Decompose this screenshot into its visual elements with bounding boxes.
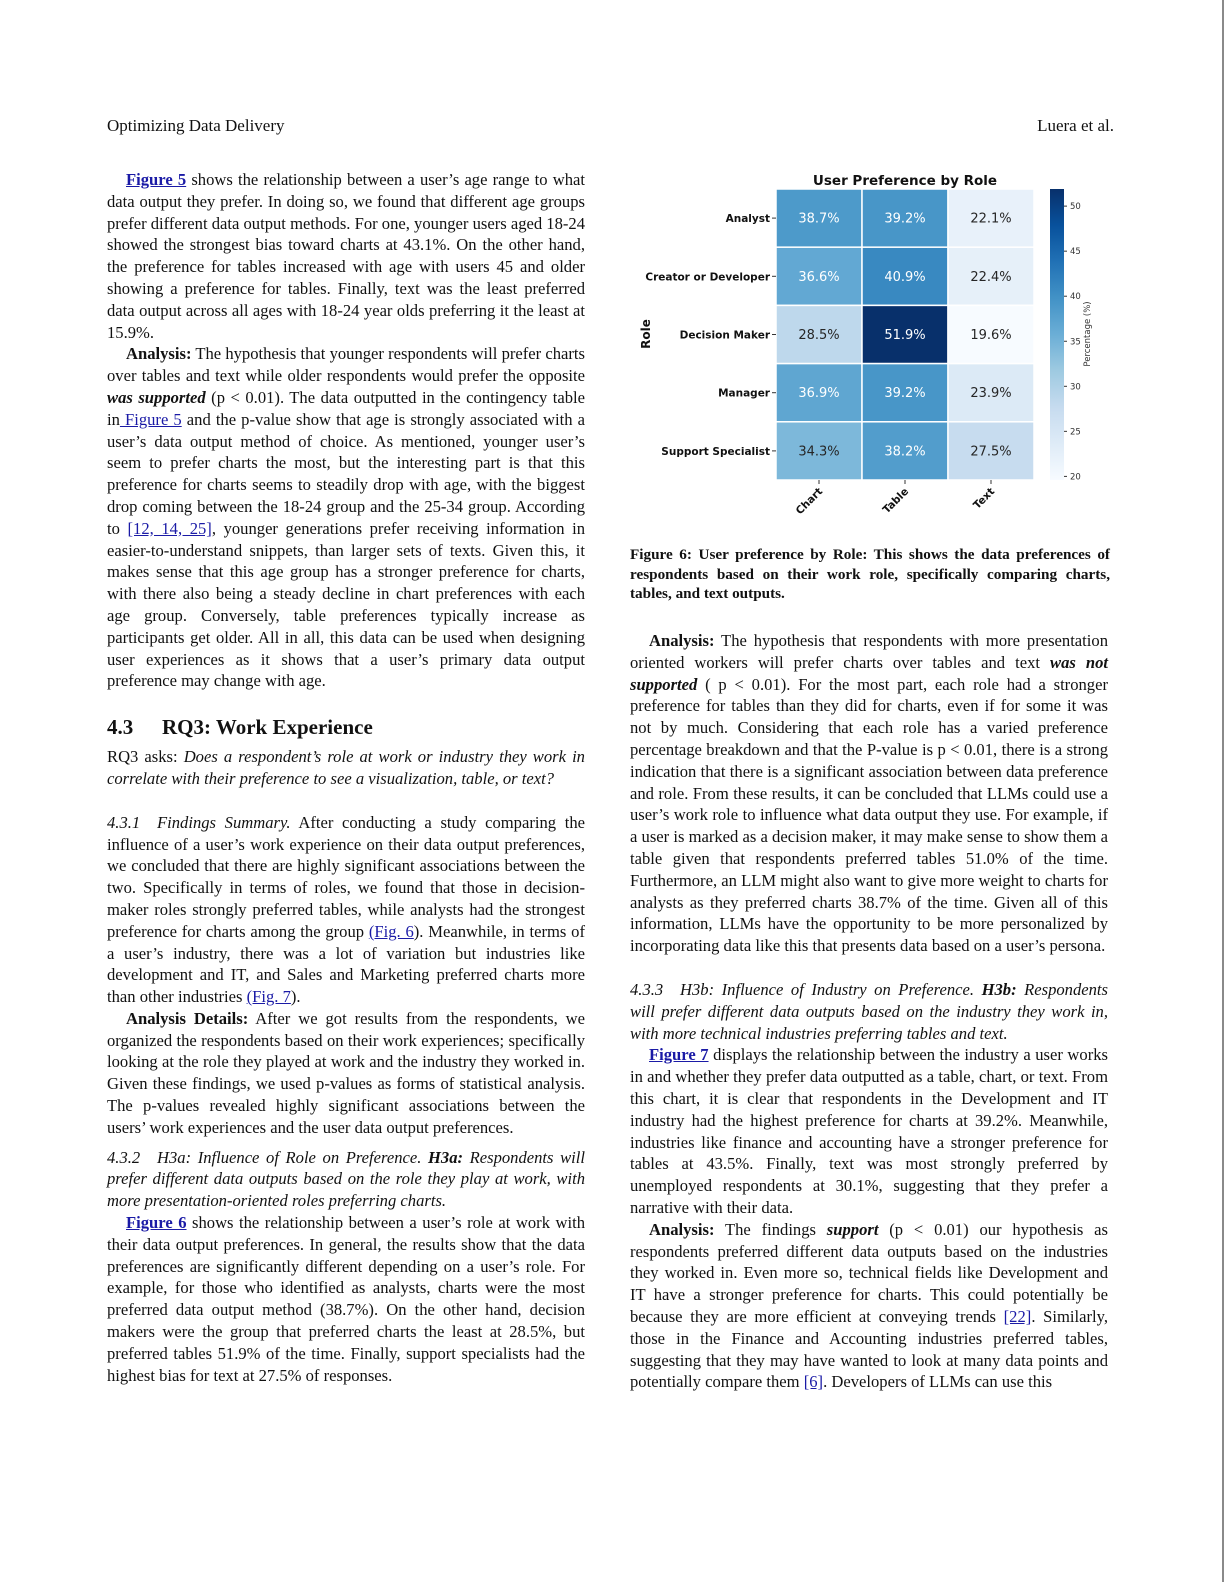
paragraph-figure6: Figure 6 shows the relationship between a user’s role at work with their data output preferences. In general, the results show that the data preferences are significantly different depending on a user’s role. For example, for those who identified as analysts, charts were the most preferred data output method (38.7%). On the other hand, decision makers were the group that preferred charts the least at 28.5%, but preferred tables 51.9% of the time. Finally, support specialists had the highest bias for text at 27.5% of responses. <box>107 1213 585 1385</box>
page-edge-divider <box>1222 0 1224 1582</box>
chart-title: User Preference by Role <box>812 173 998 189</box>
paragraph-figure7: Figure 7 displays the relationship between the industry a user works in and whether they prefer data outputted as a table, chart, or text. From this chart, it is clear that respondents in the Development and IT industry had the highest preference for charts at 39.2%. Meanwhile, industries like finance and accounting have a stronger preference for tables at 43.5%. Finally, text was most strongly preferred by unemployed respondents at 30.1%, suggesting that they prefer a narrative with their data. <box>630 1045 1108 1217</box>
colorbar-tick-label: 40 <box>1070 292 1081 303</box>
cell-value-label: 36.9% <box>798 386 840 402</box>
row-tick-label: Decision Maker <box>679 329 770 342</box>
colorbar-tick-label: 25 <box>1070 427 1081 438</box>
paragraph-age-analysis: Analysis: The hypothesis that younger respondents will prefer charts over tables and text while older respondents would prefer the opposite was supported (p < 0.01). The data outputted in the contingency table in Figure 5 and the p-value show that age is strongly associated with a user’s data output method of choice. As mentioned, younger user’s seem to prefer charts the most, but the interesting part is that this preference for charts seems to steadily drop with age, with the biggest drop coming between the 18-24 group and the 25-34 group. According to [12, 14, 25], younger generations prefer receiving information in easier-to-understand snippets, than larger sets of texts. Given this, it makes sense that this age group has a stronger preference for charts, with there also being a steady decline in chart preferences with each age group. Conversely, table preferences typically increase as participants get older. All in all, this data can be used when designing user experiences as it shows that a user’s primary data output preference may change with age. <box>107 344 586 691</box>
cell-value-label: 28.5% <box>798 328 840 343</box>
colorbar-tick-label: 50 <box>1070 202 1081 213</box>
colorbar-tick-label: 20 <box>1070 472 1081 483</box>
colorbar-tick-label: 35 <box>1070 337 1081 348</box>
fig-7-link[interactable]: (Fig. 7 <box>246 987 291 1007</box>
citation-link[interactable]: [12, 14, 25] <box>127 518 212 538</box>
column-tick-label: Text <box>971 485 998 512</box>
citation-22-link[interactable]: [22] <box>1003 1306 1032 1326</box>
column-labels <box>794 480 997 517</box>
cell-value-label: 39.2% <box>884 211 926 227</box>
paragraph-role-analysis: Analysis: The hypothesis that respondents with more presentation oriented workers will prefer charts over tables and text was not supported ( p < 0.01). For the most part, each role had a stronger preference for tables than they did for charts, even if for some it was not by much. Considering that each role has a varied preference percentage breakdown and that the P-value is p < 0.01, there is a strong indication that there is a significant association between data preference and role. From these results, it can be concluded that LLMs could use a user’s work role to influence what data output they use. For example, if a user is marked as a decision maker, it may make sense to show them a table given that respondents preferred tables 51.0% of the time. Furthermore, an LLM might also want to give more weight to charts for analysts as they preferred charts 38.7% of the time. Given all of this information, LLMs have the opportunity to be more personalized by incorporating data like this that presents data based on a user’s persona. <box>630 631 1109 956</box>
row-tick-label: Creator or Developer <box>645 271 770 284</box>
running-head-authors: Luera et al. <box>1037 116 1114 135</box>
paragraph-industry-analysis: Analysis: The findings support (p < 0.01) our hypothesis as respondents preferred different data outputs based on the industries they worked in. Even more so, technical fields like Development and IT have a stronger preference for charts. This could potentially be because they are more efficient at conveying trends [22]. Similarly, those in the Finance and Accounting industries preferred tables, suggesting that they may have wanted to look at many data points and potentially compare them [6]. Developers of LLMs can use this <box>630 1219 1108 1392</box>
cell-value-label: 51.9% <box>884 328 926 343</box>
figure-caption: Figure 6: User preference by Role: This shows the data preferences of respondents based on their work role, specifically comparing charts, tables, and text outputs. <box>630 546 1110 603</box>
running-head-title: Optimizing Data Delivery <box>107 116 285 135</box>
right-column <box>630 630 1108 1393</box>
section-heading: 4.3 RQ3: Work Experience <box>107 715 373 740</box>
colorbar-tick-label: 45 <box>1070 247 1081 258</box>
colorbar-label: Percentage (%) <box>1083 301 1093 367</box>
cell-value-label: 39.2% <box>884 386 926 402</box>
cell-value-label: 38.7% <box>798 211 840 227</box>
cell-value-label: 34.3% <box>798 444 840 460</box>
row-tick-label: Support Specialist <box>661 445 770 458</box>
colorbar <box>1050 189 1064 480</box>
figure-5-inline-link[interactable]: Figure 5 <box>119 409 182 429</box>
subsection-findings-summary: 4.3.1 Findings Summary. After conducting a study comparing the influence of a user’s work experience on their data output preferences, we concluded that there are highly significant associations between the two. Specifically in terms of roles, we found that those in decision-maker roles strongly preferred tables, while analysts had the strongest preference for charts among the group (Fig. 6). Meanwhile, in terms of a user’s industry, there was a lot of variation but industries like development and IT, and Sales and Marketing preferred charts more than other industries (Fig. 7). <box>107 812 585 1007</box>
column-tick-label: Table <box>880 485 912 517</box>
cell-value-label: 38.2% <box>884 444 926 460</box>
fig-6-link[interactable]: (Fig. 6 <box>368 921 414 941</box>
colorbar-tick-label: 30 <box>1070 382 1081 393</box>
row-tick-label: Manager <box>718 387 770 400</box>
row-labels <box>645 213 776 458</box>
cell-value-label: 27.5% <box>970 444 1012 460</box>
colorbar-ticks <box>1064 202 1081 482</box>
y-axis-label: Role <box>639 319 653 349</box>
heatmap-cells <box>776 189 1034 480</box>
subsection-h3a: 4.3.2 H3a: Influence of Role on Preference. H3a: Respondents will prefer different data outputs based on the role they play at work, with more presentation-oriented roles preferring charts. <box>107 1147 585 1211</box>
column-tick-label: Chart <box>793 485 826 518</box>
paragraph-figure5: Figure 5 shows the relationship between a user’s age range to what data output they prefer. In doing so, we found that different age groups prefer different data output methods. For one, younger users aged 18-24 showed the strongest bias toward charts at 43.1%. On the other hand, the preference for tables increased with age with users 45 and older showing a preference for tables. Finally, text was the least preferred data output across all ages with 18-24 year olds preferring it the least at 15.9%. <box>107 170 586 342</box>
heatmap-chart <box>630 165 1110 525</box>
figure-6-link[interactable]: Figure 6 <box>126 1213 187 1233</box>
row-tick-label: Analyst <box>725 213 770 226</box>
cell-value-label: 19.6% <box>970 328 1012 343</box>
left-column <box>107 169 585 1386</box>
figure-5-link[interactable]: Figure 5 <box>126 170 187 189</box>
subsection-h3b: 4.3.3 H3b: Influence of Industry on Preference. H3b: Respondents will prefer different data outputs based on the industry they work in, with more technical industries preferring tables and text. <box>630 979 1109 1043</box>
rq3-question: RQ3 asks: Does a respondent’s role at work or industry they work in correlate with their preference to see a visualization, table, or text? <box>107 747 585 788</box>
cell-value-label: 36.6% <box>798 269 840 285</box>
cell-value-label: 23.9% <box>970 386 1012 402</box>
figure-7-link[interactable]: Figure 7 <box>649 1045 709 1065</box>
cell-value-label: 22.4% <box>970 269 1012 285</box>
figure-6-heatmap <box>630 165 1110 525</box>
cell-value-label: 40.9% <box>884 269 926 285</box>
paragraph-analysis-details: Analysis Details: After we got results from the respondents, we organized the respondents based on their work experiences; specifically looking at the role they played at work and the industry they worked in. Given these findings, we used p-values as forms of statistical analysis. The p-values revealed highly significant associations between the users’ work experiences and the user data output preferences. <box>107 1008 586 1137</box>
cell-value-label: 22.1% <box>970 211 1012 227</box>
citation-6-link[interactable]: [6] <box>803 1372 824 1392</box>
